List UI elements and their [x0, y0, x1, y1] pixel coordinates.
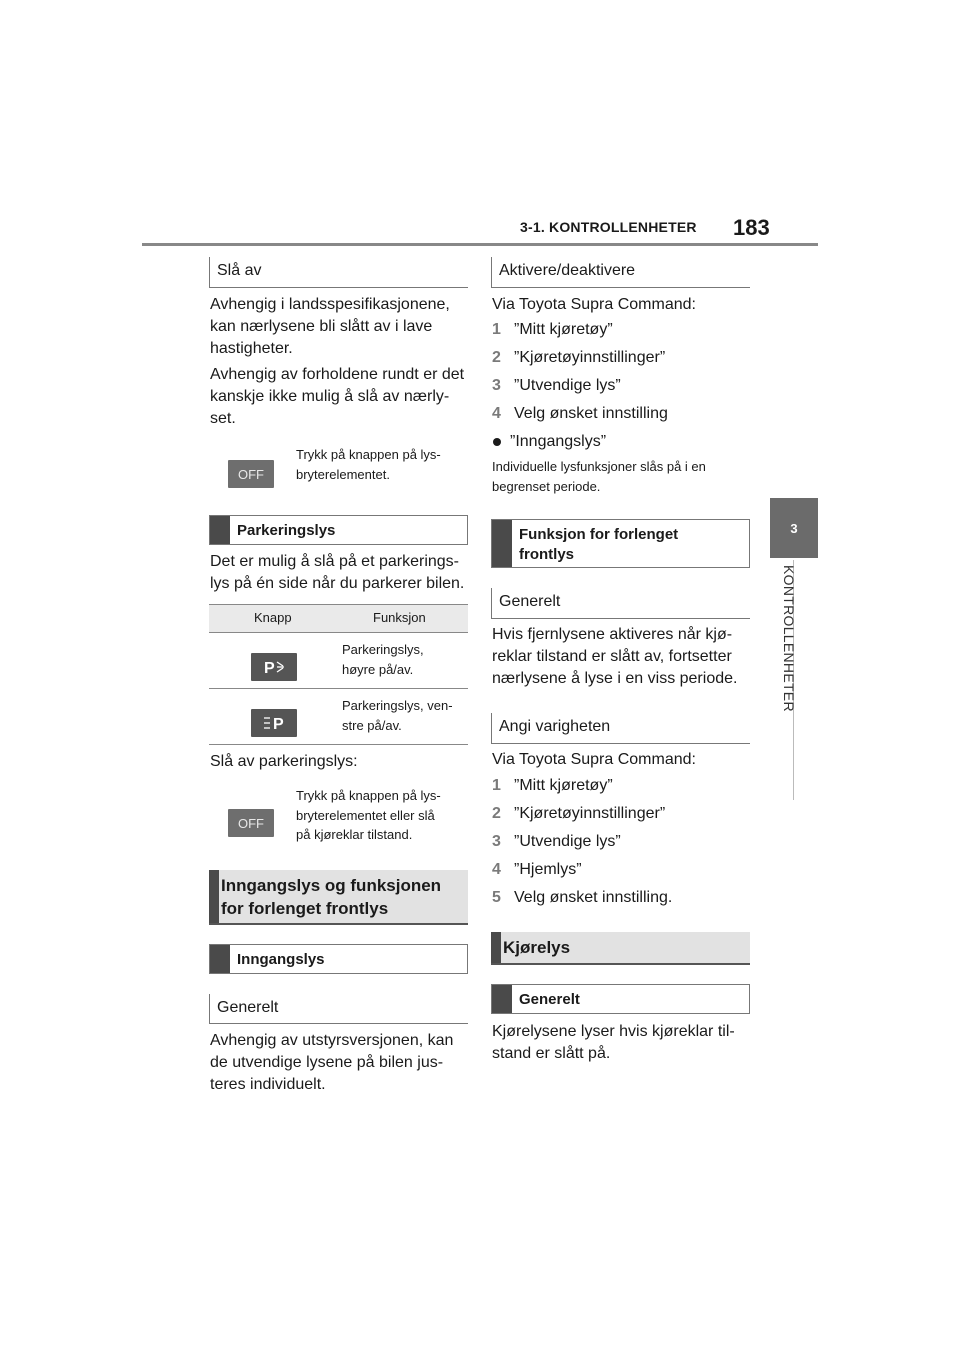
heading-inngangslys-og-funksjonen: Inngangslys og funksjonen for forlenget frontlys: [209, 870, 468, 925]
heading-sla-av: Slå av: [209, 257, 468, 288]
column-header-knapp: Knapp: [254, 610, 292, 625]
table-cell-function: Parkeringslys, høyre på/av.: [342, 642, 424, 677]
paragraph-parking-light: Det er mulig å slå på et parkerings- lys på én side når du parkerer bilen.: [210, 553, 465, 592]
heading-aktivere-deaktivere: Aktivere/deaktivere: [491, 257, 750, 288]
heading-parkeringslys: Parkeringslys: [209, 515, 468, 545]
paragraph-via-command: Via Toyota Supra Command:: [492, 296, 696, 313]
chapter-tab: 3: [770, 498, 818, 558]
paragraph-daytime-lights: Kjørelysene lyser hvis kjøreklar til- stand er slått på.: [492, 1023, 735, 1062]
svg-text:P: P: [264, 660, 275, 677]
table-bottom-rule: [209, 744, 468, 745]
heading-inngangslys: Inngangslys: [209, 944, 468, 974]
off-button: OFF: [228, 809, 274, 837]
heading-generelt: Generelt: [491, 984, 750, 1014]
heading-funksjon-for-forlenget-frontlys: Funksjon for forlenget frontlys: [491, 519, 750, 568]
heading-generelt: Generelt: [491, 588, 750, 619]
paragraph-high-beam: Hvis fjernlysene aktiveres når kjø- reklar tilstand er slått av, fortsetter nærlysene å lyse i en viss periode.: [492, 626, 738, 687]
heading-bar: [210, 945, 230, 973]
page-number: 183: [733, 215, 770, 240]
list-item: 1 ”Mitt kjøretøy”: [492, 321, 613, 338]
heading-bar: [491, 932, 501, 963]
svg-text:P: P: [273, 716, 284, 733]
paragraph-turn-off-parking: Slå av parkeringslys:: [210, 753, 358, 770]
section-title: 3-1. KONTROLLENHETER: [520, 219, 697, 235]
list-item: 4 ”Hjemlys”: [492, 861, 582, 878]
list-item: 2 ”Kjøretøyinnstillinger”: [492, 349, 666, 366]
bullet-icon: [493, 438, 501, 446]
heading-kjorelys: Kjørelys: [491, 932, 750, 965]
heading-generelt: Generelt: [209, 994, 468, 1024]
heading-bar: [492, 520, 512, 567]
steps-list: [492, 319, 750, 431]
chapter-label: KONTROLLENHETER: [781, 565, 797, 712]
note-text: Individuelle lysfunksjoner slås på i en begrenset periode.: [492, 459, 706, 494]
paragraph-conditions: Avhengig av forholdene rundt er det kanskje ikke mulig å slå av nærly- set.: [210, 366, 465, 427]
heading-bar: [210, 516, 230, 544]
heading-angi-varigheten: Angi varigheten: [491, 713, 750, 744]
bullet-item: ”Inngangslys”: [492, 431, 750, 453]
heading-bar: [209, 870, 219, 923]
column-header-funksjon: Funksjon: [373, 610, 426, 625]
list-item: 4 Velg ønsket innstilling: [492, 405, 668, 422]
list-item: 3 ”Utvendige lys”: [492, 833, 621, 850]
steps-list: [492, 775, 750, 915]
table-header: [209, 604, 468, 633]
paragraph-speed-dependent: Avhengig i landsspesifikasjonene, kan nærlysene bli slått av i lave hastigheter.: [210, 296, 450, 357]
parking-light-left-icon: [251, 709, 297, 737]
table-cell-function: Parkeringslys, ven- stre på/av.: [342, 698, 453, 733]
heading-bar: [492, 985, 512, 1013]
list-item: 2 ”Kjøretøyinnstillinger”: [492, 805, 666, 822]
list-item: 3 ”Utvendige lys”: [492, 377, 621, 394]
table-row-divider: [209, 688, 468, 689]
list-item: 5 Velg ønsket innstilling.: [492, 889, 673, 906]
off-button-description: Trykk på knappen på lys- bryterelementet.: [296, 447, 441, 482]
off-button-description: Trykk på knappen på lys- bryterelementet eller slå på kjøreklar tilstand.: [296, 788, 441, 842]
off-button: OFF: [228, 460, 274, 488]
list-item: 1 ”Mitt kjøretøy”: [492, 777, 613, 794]
parking-light-right-icon: [251, 653, 297, 681]
paragraph-via-command: Via Toyota Supra Command:: [492, 751, 696, 768]
header-rule: [142, 243, 818, 246]
paragraph-exterior-lights: Avhengig av utstyrsversjonen, kan de utvendige lysene på bilen jus- teres individuelt.: [210, 1032, 454, 1093]
